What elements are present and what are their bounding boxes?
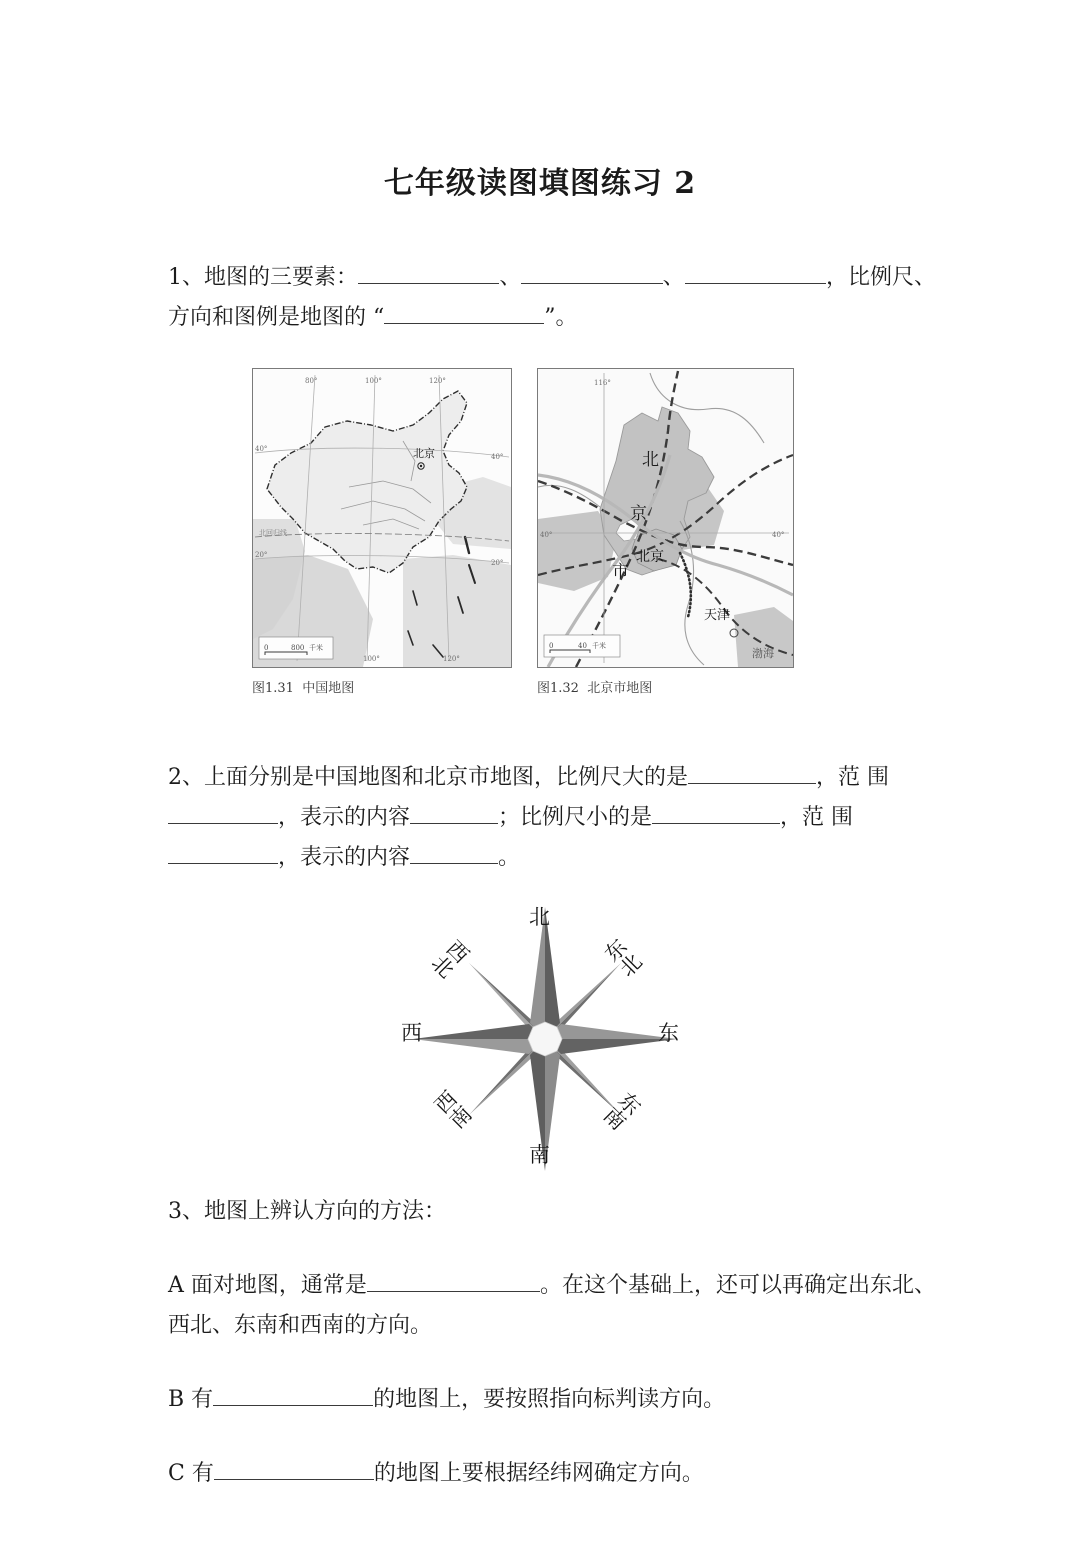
q3-c-pre: C 有 <box>168 1461 214 1486</box>
question-2-line-2 <box>168 798 936 838</box>
page-title: 七年级读图填图练习 2 <box>383 166 697 201</box>
q3-a-pre: A 面对地图，通常是 <box>168 1273 367 1298</box>
question-2 <box>168 758 936 878</box>
china-map-frame <box>252 368 512 668</box>
question-1-lead: 1、地图的三要素： <box>168 265 358 290</box>
china-lon-80-label: 80° <box>305 377 318 385</box>
question-2-line-3 <box>168 838 936 878</box>
q1-blank-1[interactable] <box>358 259 499 284</box>
q2-blank-5[interactable] <box>168 839 278 864</box>
compass-label-southeast: 东南 <box>598 1086 646 1134</box>
china-lat-40-right-label: 40° <box>491 453 504 461</box>
q3-a-post: 。在这个基础上，还可以再确定出东北、 <box>539 1273 936 1298</box>
china-capital-label: 北京 <box>413 447 435 460</box>
question-2-line-1 <box>168 758 936 798</box>
q2-blank-6[interactable] <box>410 839 498 864</box>
compass-label-west: 西 <box>401 1021 422 1045</box>
china-lon-120-label: 120° <box>429 377 446 385</box>
q3-b-pre: B 有 <box>168 1387 214 1412</box>
beijing-scale-unit: 千米 <box>592 642 606 650</box>
q1-sep-1: 、 <box>499 265 522 290</box>
china-map-caption: 图1.31 中国地图 <box>252 681 355 696</box>
figures-row <box>0 368 1080 708</box>
question-3-item-b <box>168 1380 936 1420</box>
q2-line1-lead: 2、上面分别是中国地图和北京市地图，比例尺大的是 <box>168 765 688 790</box>
q3-blank-b[interactable] <box>213 1381 373 1406</box>
q3-b-post: 的地图上，要按照指向标判读方向。 <box>373 1387 726 1412</box>
q3-heading-text: 3、地图上辨认方向的方法： <box>168 1199 446 1224</box>
q3-blank-a[interactable] <box>367 1267 540 1292</box>
china-scale-value: 800 <box>291 644 305 652</box>
beijing-city-label: 北京 <box>636 549 664 565</box>
q2-blank-4[interactable] <box>652 799 780 824</box>
compass-rose <box>395 893 695 1188</box>
q2-line2-d: ，范 围 <box>780 805 854 830</box>
beijing-region-char-2: 京 <box>630 504 647 524</box>
beijing-region-char-1: 北 <box>642 450 659 470</box>
q3-blank-c[interactable] <box>214 1455 374 1480</box>
question-3 <box>168 1192 936 1494</box>
q2-blank-3[interactable] <box>410 799 498 824</box>
china-lat-20-right-label: 20° <box>491 559 504 567</box>
q3-c-line <box>168 1454 936 1494</box>
compass-label-south: 南 <box>529 1143 550 1167</box>
q1-blank-2[interactable] <box>521 259 662 284</box>
question-3-item-a <box>168 1266 936 1346</box>
bohai-label: 渤海 <box>752 647 774 660</box>
q3-a-line2-text: 西北、东南和西南的方向。 <box>168 1313 433 1338</box>
q3-a-line-1 <box>168 1266 936 1306</box>
china-lon-100-label: 100° <box>365 377 382 385</box>
compass-label-northeast: 东北 <box>598 934 646 982</box>
q2-line2-c: 比例尺小的是 <box>520 805 653 830</box>
beijing-map-frame <box>537 368 794 668</box>
compass-label-east: 东 <box>658 1021 679 1045</box>
q3-c-post: 的地图上要根据经纬网确定方向。 <box>373 1461 704 1486</box>
beijing-map-caption: 图1.32 北京市地图 <box>537 681 653 696</box>
beijing-region-char-3: 市 <box>612 562 629 582</box>
china-scale-unit: 千米 <box>309 644 323 652</box>
q2-line1-tail: ，范 围 <box>816 765 889 790</box>
q1-blank-3[interactable] <box>685 259 826 284</box>
q2-line3-a: ，表示的内容 <box>278 845 411 870</box>
compass-label-north: 北 <box>529 905 550 929</box>
china-tropic-label: 北回归线 <box>259 529 287 537</box>
beijing-scale-zero: 0 <box>549 642 554 650</box>
compass-label-southwest: 西南 <box>428 1086 476 1134</box>
q3-a-line-2 <box>168 1306 936 1346</box>
china-lat-20-left-label: 20° <box>255 551 268 559</box>
q1-line1-tail: ，比例尺、 <box>825 265 936 290</box>
q2-blank-1[interactable] <box>688 759 816 784</box>
q1-line2-post: ”。 <box>544 305 578 330</box>
china-lat-40-left-label: 40° <box>255 445 268 453</box>
question-1 <box>168 258 936 338</box>
q2-line2-a: ，表示的内容 <box>278 805 411 830</box>
figure-beijing-map <box>537 368 794 696</box>
q2-line2-b: ； <box>498 805 521 830</box>
q1-blank-4[interactable] <box>384 299 544 324</box>
beijing-lat-40-left-label: 40° <box>540 531 553 539</box>
q2-blank-2[interactable] <box>168 799 278 824</box>
q1-sep-2: 、 <box>662 265 685 290</box>
china-map-graphic <box>253 369 511 667</box>
figure-china-map <box>252 368 512 696</box>
q2-line3-b: 。 <box>498 845 521 870</box>
china-lon-120-bottom-label: 120° <box>443 655 460 663</box>
beijing-map-graphic <box>538 369 793 667</box>
question-1-line-1 <box>168 258 936 298</box>
china-lon-100-bottom-label: 100° <box>363 655 380 663</box>
beijing-lon-116-label: 116° <box>594 379 611 387</box>
q3-b-line <box>168 1380 936 1420</box>
beijing-scale-value: 40 <box>578 642 587 650</box>
compass-label-northwest: 西北 <box>426 934 474 982</box>
china-scale-zero: 0 <box>264 644 269 652</box>
beijing-lat-40-right-label: 40° <box>772 531 785 539</box>
tianjin-label: 天津 <box>704 608 731 623</box>
question-3-item-c <box>168 1454 936 1494</box>
q1-line2-pre: 方向和图例是地图的 “ <box>168 305 385 330</box>
question-1-line-2 <box>168 298 936 338</box>
question-3-heading <box>168 1192 936 1232</box>
